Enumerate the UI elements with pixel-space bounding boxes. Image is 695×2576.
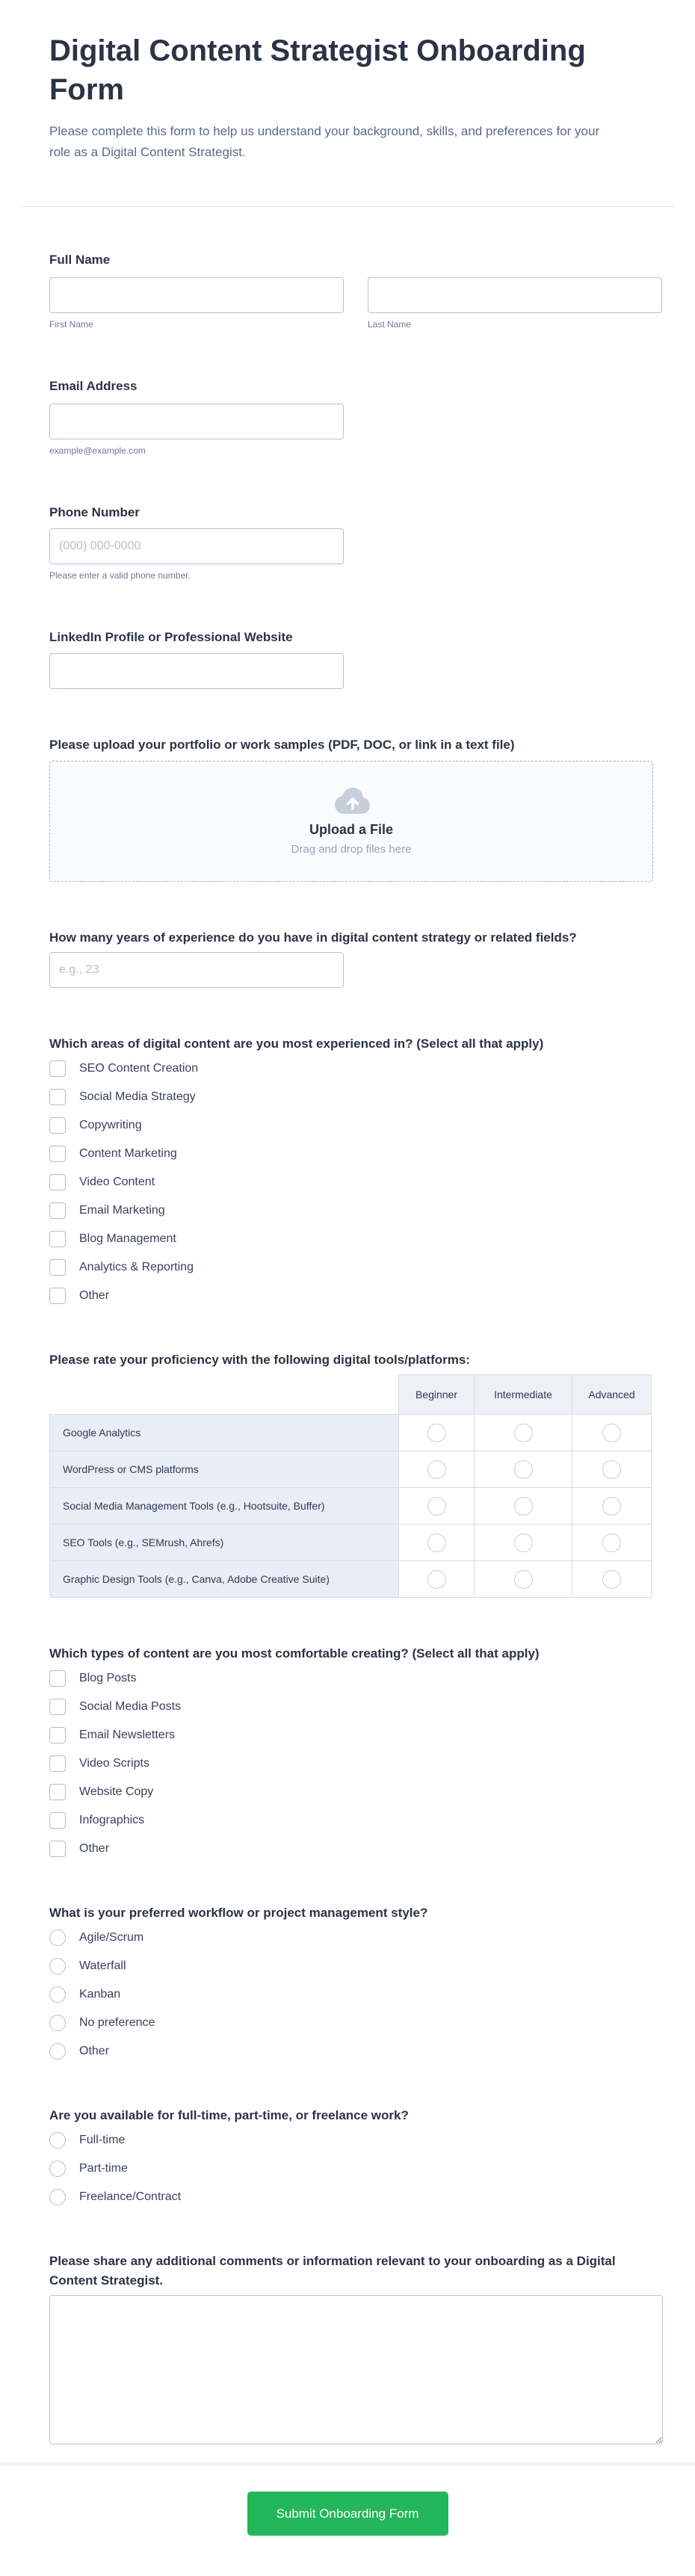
checkbox-box[interactable] (49, 1259, 66, 1276)
checkbox-social-media-strategy[interactable] (49, 1088, 663, 1105)
checkbox-box[interactable] (49, 1089, 66, 1105)
option-label: Agile/Scrum (79, 1931, 144, 1944)
radio-button[interactable] (49, 2015, 66, 2031)
checkbox-box[interactable] (49, 1812, 66, 1829)
radio-social-tools-beginner[interactable] (427, 1497, 446, 1516)
matrix-blank-corner (50, 1375, 399, 1415)
radio-workflow-other[interactable] (49, 2042, 663, 2060)
radio-button[interactable] (49, 1986, 66, 2003)
submit-row (0, 2466, 695, 2569)
first-name-col (49, 277, 344, 330)
name-row (49, 277, 663, 330)
checkbox-email-newsletters[interactable] (49, 1726, 663, 1743)
checkbox-video-content[interactable] (49, 1173, 663, 1190)
checkbox-box[interactable] (49, 1699, 66, 1715)
form-header (0, 0, 695, 163)
matrix-cell (399, 1561, 475, 1598)
radio-seo-tools-beginner[interactable] (427, 1533, 446, 1552)
radio-part-time[interactable] (49, 2160, 663, 2177)
matrix-cell (572, 1451, 652, 1488)
workflow-section (49, 1903, 663, 2060)
form-title: Digital Content Strategist Onboarding Form (49, 34, 586, 106)
radio-design-tools-beginner[interactable] (427, 1570, 446, 1589)
availability-label: Are you available for full-time, part-time, or freelance work? (49, 2108, 409, 2122)
website-section (49, 628, 663, 689)
matrix-col-intermediate: Intermediate (475, 1375, 572, 1415)
matrix-cell (399, 1451, 475, 1488)
matrix-cell (572, 1561, 652, 1598)
checkbox-seo-content-creation[interactable] (49, 1060, 663, 1077)
option-label: Video Content (79, 1176, 155, 1188)
last-name-col (368, 277, 662, 330)
checkbox-box[interactable] (49, 1727, 66, 1743)
option-label: Video Scripts (79, 1757, 149, 1770)
website-label: LinkedIn Profile or Professional Website (49, 630, 293, 644)
proficiency-matrix-section (49, 1350, 663, 1598)
checkbox-box[interactable] (49, 1060, 66, 1077)
option-label: Freelance/Contract (79, 2190, 182, 2203)
workflow-options (49, 1929, 663, 2060)
checkbox-types-other[interactable] (49, 1840, 663, 1857)
full-name-label: Full Name (49, 253, 111, 267)
first-name-sublabel: First Name (49, 319, 93, 330)
radio-freelance-contract[interactable] (49, 2188, 663, 2205)
matrix-cell (475, 1488, 572, 1525)
option-label: Website Copy (79, 1785, 154, 1798)
comments-label: Please share any additional comments or information relevant to your onboarding as a Digital Content Strategist. (49, 2254, 616, 2288)
radio-social-tools-advanced[interactable] (602, 1497, 621, 1516)
radio-seo-tools-intermediate[interactable] (514, 1533, 533, 1552)
form-subtitle: Please complete this form to help us understand your background, skills, and preferences for your role as a Digital Content Strategist. (49, 124, 600, 159)
option-label: Social Media Strategy (79, 1090, 196, 1103)
radio-kanban[interactable] (49, 1986, 663, 2003)
option-label: Copywriting (79, 1119, 142, 1131)
radio-full-time[interactable] (49, 2131, 663, 2149)
first-name-input[interactable] (49, 277, 344, 313)
upload-cloud-icon (331, 787, 371, 815)
option-label: Email Marketing (79, 1204, 165, 1217)
matrix-cell (572, 1488, 652, 1525)
option-label: Email Newsletters (79, 1729, 176, 1741)
option-label: Social Media Posts (79, 1700, 182, 1713)
experience-years-section (49, 928, 663, 988)
radio-no-preference[interactable] (49, 2014, 663, 2031)
last-name-input[interactable] (368, 277, 662, 313)
matrix-cell (572, 1525, 652, 1561)
content-types-options (49, 1670, 663, 1857)
checkbox-analytics-reporting[interactable] (49, 1258, 663, 1276)
checkbox-box[interactable] (49, 1288, 66, 1304)
checkbox-box[interactable] (49, 1174, 66, 1190)
option-label: Waterfall (79, 1959, 126, 1972)
workflow-label: What is your preferred workflow or project management style? (49, 1906, 428, 1920)
option-label: Infographics (79, 1814, 145, 1826)
checkbox-box[interactable] (49, 1784, 66, 1800)
radio-agile-scrum[interactable] (49, 1929, 663, 1946)
checkbox-video-scripts[interactable] (49, 1755, 663, 1772)
checkbox-website-copy[interactable] (49, 1783, 663, 1800)
comments-section (49, 2252, 663, 2444)
matrix-row-social-media-tools (50, 1488, 652, 1525)
matrix-row-wordpress-cms (50, 1451, 652, 1488)
website-input[interactable] (49, 653, 344, 689)
phone-input[interactable] (49, 528, 344, 564)
matrix-cell (475, 1451, 572, 1488)
file-upload-dropzone[interactable] (49, 761, 653, 882)
checkbox-box[interactable] (49, 1202, 66, 1219)
email-input[interactable] (49, 404, 344, 439)
matrix-cell (475, 1415, 572, 1451)
radio-button[interactable] (49, 1930, 66, 1946)
matrix-cell (399, 1525, 475, 1561)
matrix-row-label: SEO Tools (e.g., SEMrush, Ahrefs) (50, 1525, 399, 1561)
matrix-row-label: Social Media Management Tools (e.g., Hootsuite, Buffer) (50, 1488, 399, 1525)
checkbox-content-marketing[interactable] (49, 1145, 663, 1162)
radio-button[interactable] (49, 2160, 66, 2177)
radio-button[interactable] (49, 2189, 66, 2205)
matrix-header-row (50, 1375, 652, 1415)
option-label: Full-time (79, 2134, 126, 2146)
last-name-sublabel: Last Name (368, 319, 412, 330)
availability-section (49, 2106, 663, 2205)
content-types-label: Which types of content are you most comfortable creating? (Select all that apply) (49, 1646, 540, 1661)
radio-google-analytics-intermediate[interactable] (514, 1424, 533, 1442)
experience-years-label: How many years of experience do you have in digital content strategy or related fields? (49, 930, 577, 945)
matrix-cell (475, 1561, 572, 1598)
matrix-row-label: Google Analytics (50, 1415, 399, 1451)
phone-section (49, 503, 663, 581)
option-label: Blog Management (79, 1232, 176, 1245)
email-hint: example@example.com (49, 445, 146, 456)
checkbox-social-media-posts[interactable] (49, 1698, 663, 1715)
radio-seo-tools-advanced[interactable] (602, 1533, 621, 1552)
checkbox-box[interactable] (49, 1146, 66, 1162)
checkbox-blog-posts[interactable] (49, 1670, 663, 1687)
matrix-col-beginner: Beginner (399, 1375, 475, 1415)
matrix-row-label: WordPress or CMS platforms (50, 1451, 399, 1488)
option-label: Kanban (79, 1988, 121, 2001)
checkbox-box[interactable] (49, 1231, 66, 1247)
matrix-row-seo-tools (50, 1525, 652, 1561)
checkbox-box[interactable] (49, 1841, 66, 1857)
availability-options (49, 2131, 663, 2205)
option-label: Blog Posts (79, 1672, 137, 1684)
matrix-row-label: Graphic Design Tools (e.g., Canva, Adobe Creative Suite) (50, 1561, 399, 1598)
submit-button[interactable]: Submit Onboarding Form (247, 2492, 448, 2536)
experience-years-input[interactable] (49, 952, 344, 988)
email-section (49, 377, 663, 457)
radio-waterfall[interactable] (49, 1957, 663, 1974)
matrix-col-advanced: Advanced (572, 1375, 652, 1415)
option-label: Other (79, 2045, 110, 2057)
checkbox-areas-other[interactable] (49, 1287, 663, 1304)
radio-design-tools-intermediate[interactable] (514, 1570, 533, 1589)
form-body (0, 207, 695, 2444)
radio-design-tools-advanced[interactable] (602, 1570, 621, 1589)
experience-areas-label: Which areas of digital content are you most experienced in? (Select all that apply) (49, 1037, 544, 1051)
radio-button[interactable] (49, 1958, 66, 1974)
phone-hint: Please enter a valid phone number. (49, 570, 191, 581)
checkbox-blog-management[interactable] (49, 1230, 663, 1247)
radio-wordpress-intermediate[interactable] (514, 1460, 533, 1479)
option-label: Other (79, 1289, 110, 1302)
checkbox-infographics[interactable] (49, 1811, 663, 1829)
upload-button-text: Upload a File (309, 822, 394, 837)
content-types-section (49, 1644, 663, 1857)
radio-button[interactable] (49, 2043, 66, 2060)
radio-wordpress-beginner[interactable] (427, 1460, 446, 1479)
checkbox-box[interactable] (49, 1755, 66, 1772)
radio-social-tools-intermediate[interactable] (514, 1497, 533, 1516)
option-label: Other (79, 1842, 110, 1855)
checkbox-box[interactable] (49, 1670, 66, 1687)
radio-google-analytics-advanced[interactable] (602, 1424, 621, 1442)
option-label: Part-time (79, 2162, 128, 2175)
option-label: Analytics & Reporting (79, 1261, 194, 1273)
matrix-cell (399, 1488, 475, 1525)
matrix-cell (399, 1415, 475, 1451)
upload-label: Please upload your portfolio or work samples (PDF, DOC, or link in a text file) (49, 738, 515, 752)
checkbox-email-marketing[interactable] (49, 1202, 663, 1219)
full-name-section (49, 250, 663, 330)
proficiency-matrix-label: Please rate your proficiency with the following digital tools/platforms: (49, 1353, 470, 1367)
experience-areas-section (49, 1034, 663, 1304)
proficiency-matrix-table (49, 1374, 652, 1598)
matrix-cell (572, 1415, 652, 1451)
option-label: Content Marketing (79, 1147, 177, 1160)
checkbox-box[interactable] (49, 1117, 66, 1134)
option-label: No preference (79, 2016, 155, 2029)
upload-section (49, 735, 663, 882)
matrix-row-google-analytics (50, 1415, 652, 1451)
matrix-row-graphic-design-tools (50, 1561, 652, 1598)
option-label: SEO Content Creation (79, 1062, 199, 1075)
comments-textarea[interactable] (49, 2295, 663, 2444)
upload-hint: Drag and drop files here (291, 843, 412, 856)
radio-google-analytics-beginner[interactable] (427, 1424, 446, 1442)
experience-areas-options (49, 1060, 663, 1304)
email-label: Email Address (49, 379, 138, 393)
radio-button[interactable] (49, 2132, 66, 2149)
checkbox-copywriting[interactable] (49, 1116, 663, 1134)
matrix-cell (475, 1525, 572, 1561)
phone-label: Phone Number (49, 505, 140, 519)
radio-wordpress-advanced[interactable] (602, 1460, 621, 1479)
